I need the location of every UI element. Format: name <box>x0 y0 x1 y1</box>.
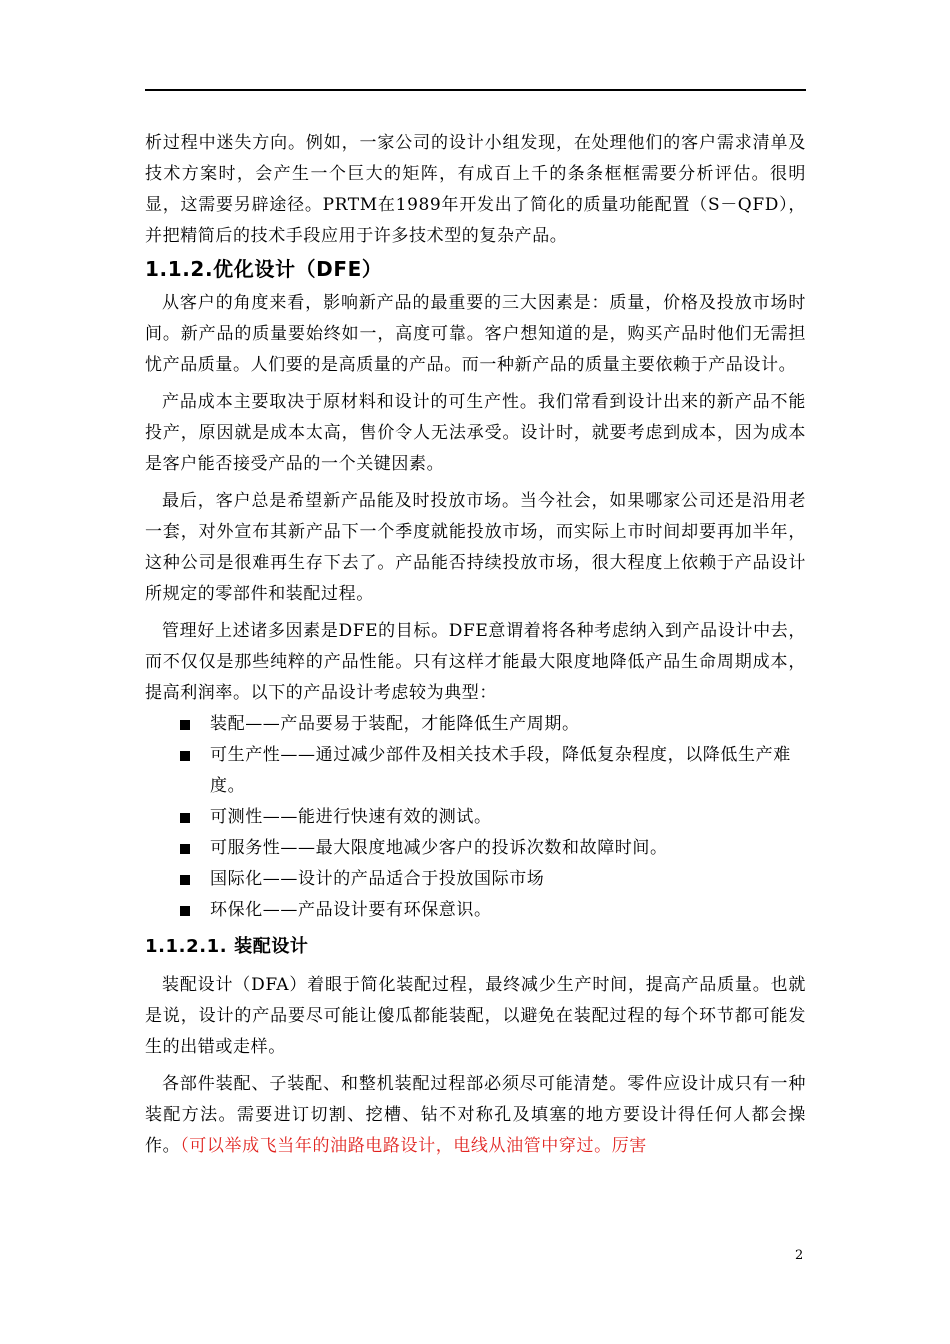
header-rule <box>145 89 806 91</box>
list-item: 环保化——产品设计要有环保意识。 <box>145 895 806 926</box>
square-bullet-icon <box>180 813 190 823</box>
paragraph-time-to-market: 最后，客户总是希望新产品能及时投放市场。当今社会，如果哪家公司还是沿用老一套，对外宣布其新产品下一个季度就能投放市场，而实际上市时间却要再加半年，这种公司是很难再生存下去了。产品能否持续投放市场，很大程度上依赖于产品设计所规定的零部件和装配过程。 <box>145 491 806 604</box>
paragraph-dfa-intro: 装配设计（DFA）着眼于简化装配过程，最终减少生产时间，提高产品质量。也就是说，设计的产品要尽可能让傻瓜都能装配，以避免在装配过程的每个环节都可能发生的出错或走样。 <box>145 975 806 1057</box>
square-bullet-icon <box>180 844 190 854</box>
section-heading-dfe: 1.1.2.优化设计（DFE） <box>145 257 383 281</box>
list-item: 可服务性——最大限度地减少客户的投诉次数和故障时间。 <box>145 833 806 864</box>
list-item: 可生产性——通过减少部件及相关技术手段，降低复杂程度，以降低生产难度。 <box>145 740 806 802</box>
paragraph-cost: 产品成本主要取决于原材料和设计的可生产性。我们常看到设计出来的新产品不能投产，原因就是成本太高，售价令人无法承受。设计时，就要考虑到成本，因为成本是客户能否接受产品的一个关键因素。 <box>145 392 806 474</box>
page-content <box>145 128 806 1162</box>
square-bullet-icon <box>180 875 190 885</box>
paragraph-assembly-process: 各部件装配、子装配、和整机装配过程部必须尽可能清楚。零件应设计成只有一种装配方法。需要进订切割、挖槽、钻不对称孔及填塞的地方要设计得任何人都会操作。（可以举成飞当年的油路电路设计，电线从油管中穿过。厉害 <box>145 1074 806 1156</box>
square-bullet-icon <box>180 720 190 730</box>
square-bullet-icon <box>180 751 190 761</box>
paragraph-quality: 从客户的角度来看，影响新产品的最重要的三大因素是：质量，价格及投放市场时间。新产品的质量要始终如一，高度可靠。客户想知道的是，购买产品时他们无需担忧产品质量。人们要的是高质量的产品。而一种新产品的质量主要依赖于产品设计。 <box>145 293 806 375</box>
subsection-heading-dfa: 1.1.2.1. 装配设计 <box>145 936 309 957</box>
list-item: 国际化——设计的产品适合于投放国际市场 <box>145 864 806 895</box>
dfe-considerations-list <box>145 709 806 926</box>
red-annotation: （可以举成飞当年的油路电路设计，电线从油管中穿过。厉害 <box>180 1136 647 1156</box>
square-bullet-icon <box>180 906 190 916</box>
list-item: 装配——产品要易于装配，才能降低生产周期。 <box>145 709 806 740</box>
list-item: 可测性——能进行快速有效的测试。 <box>145 802 806 833</box>
page-number: 2 <box>795 1248 804 1263</box>
paragraph-continuation: 析过程中迷失方向。例如，一家公司的设计小组发现，在处理他们的客户需求清单及技术方案时，会产生一个巨大的矩阵，有成百上千的条条框框需要分析评估。很明显，这需要另辟途径。PRTM在1989年开发出了简化的质量功能配置（S－QFD），并把精简后的技术手段应用于许多技术型的复杂产品。 <box>145 133 806 246</box>
paragraph-dfe-goal: 管理好上述诸多因素是DFE的目标。DFE意谓着将各种考虑纳入到产品设计中去，而不仅仅是那些纯粹的产品性能。只有这样才能最大限度地降低产品生命周期成本，提高利润率。以下的产品设计考虑较为典型： <box>145 621 806 703</box>
